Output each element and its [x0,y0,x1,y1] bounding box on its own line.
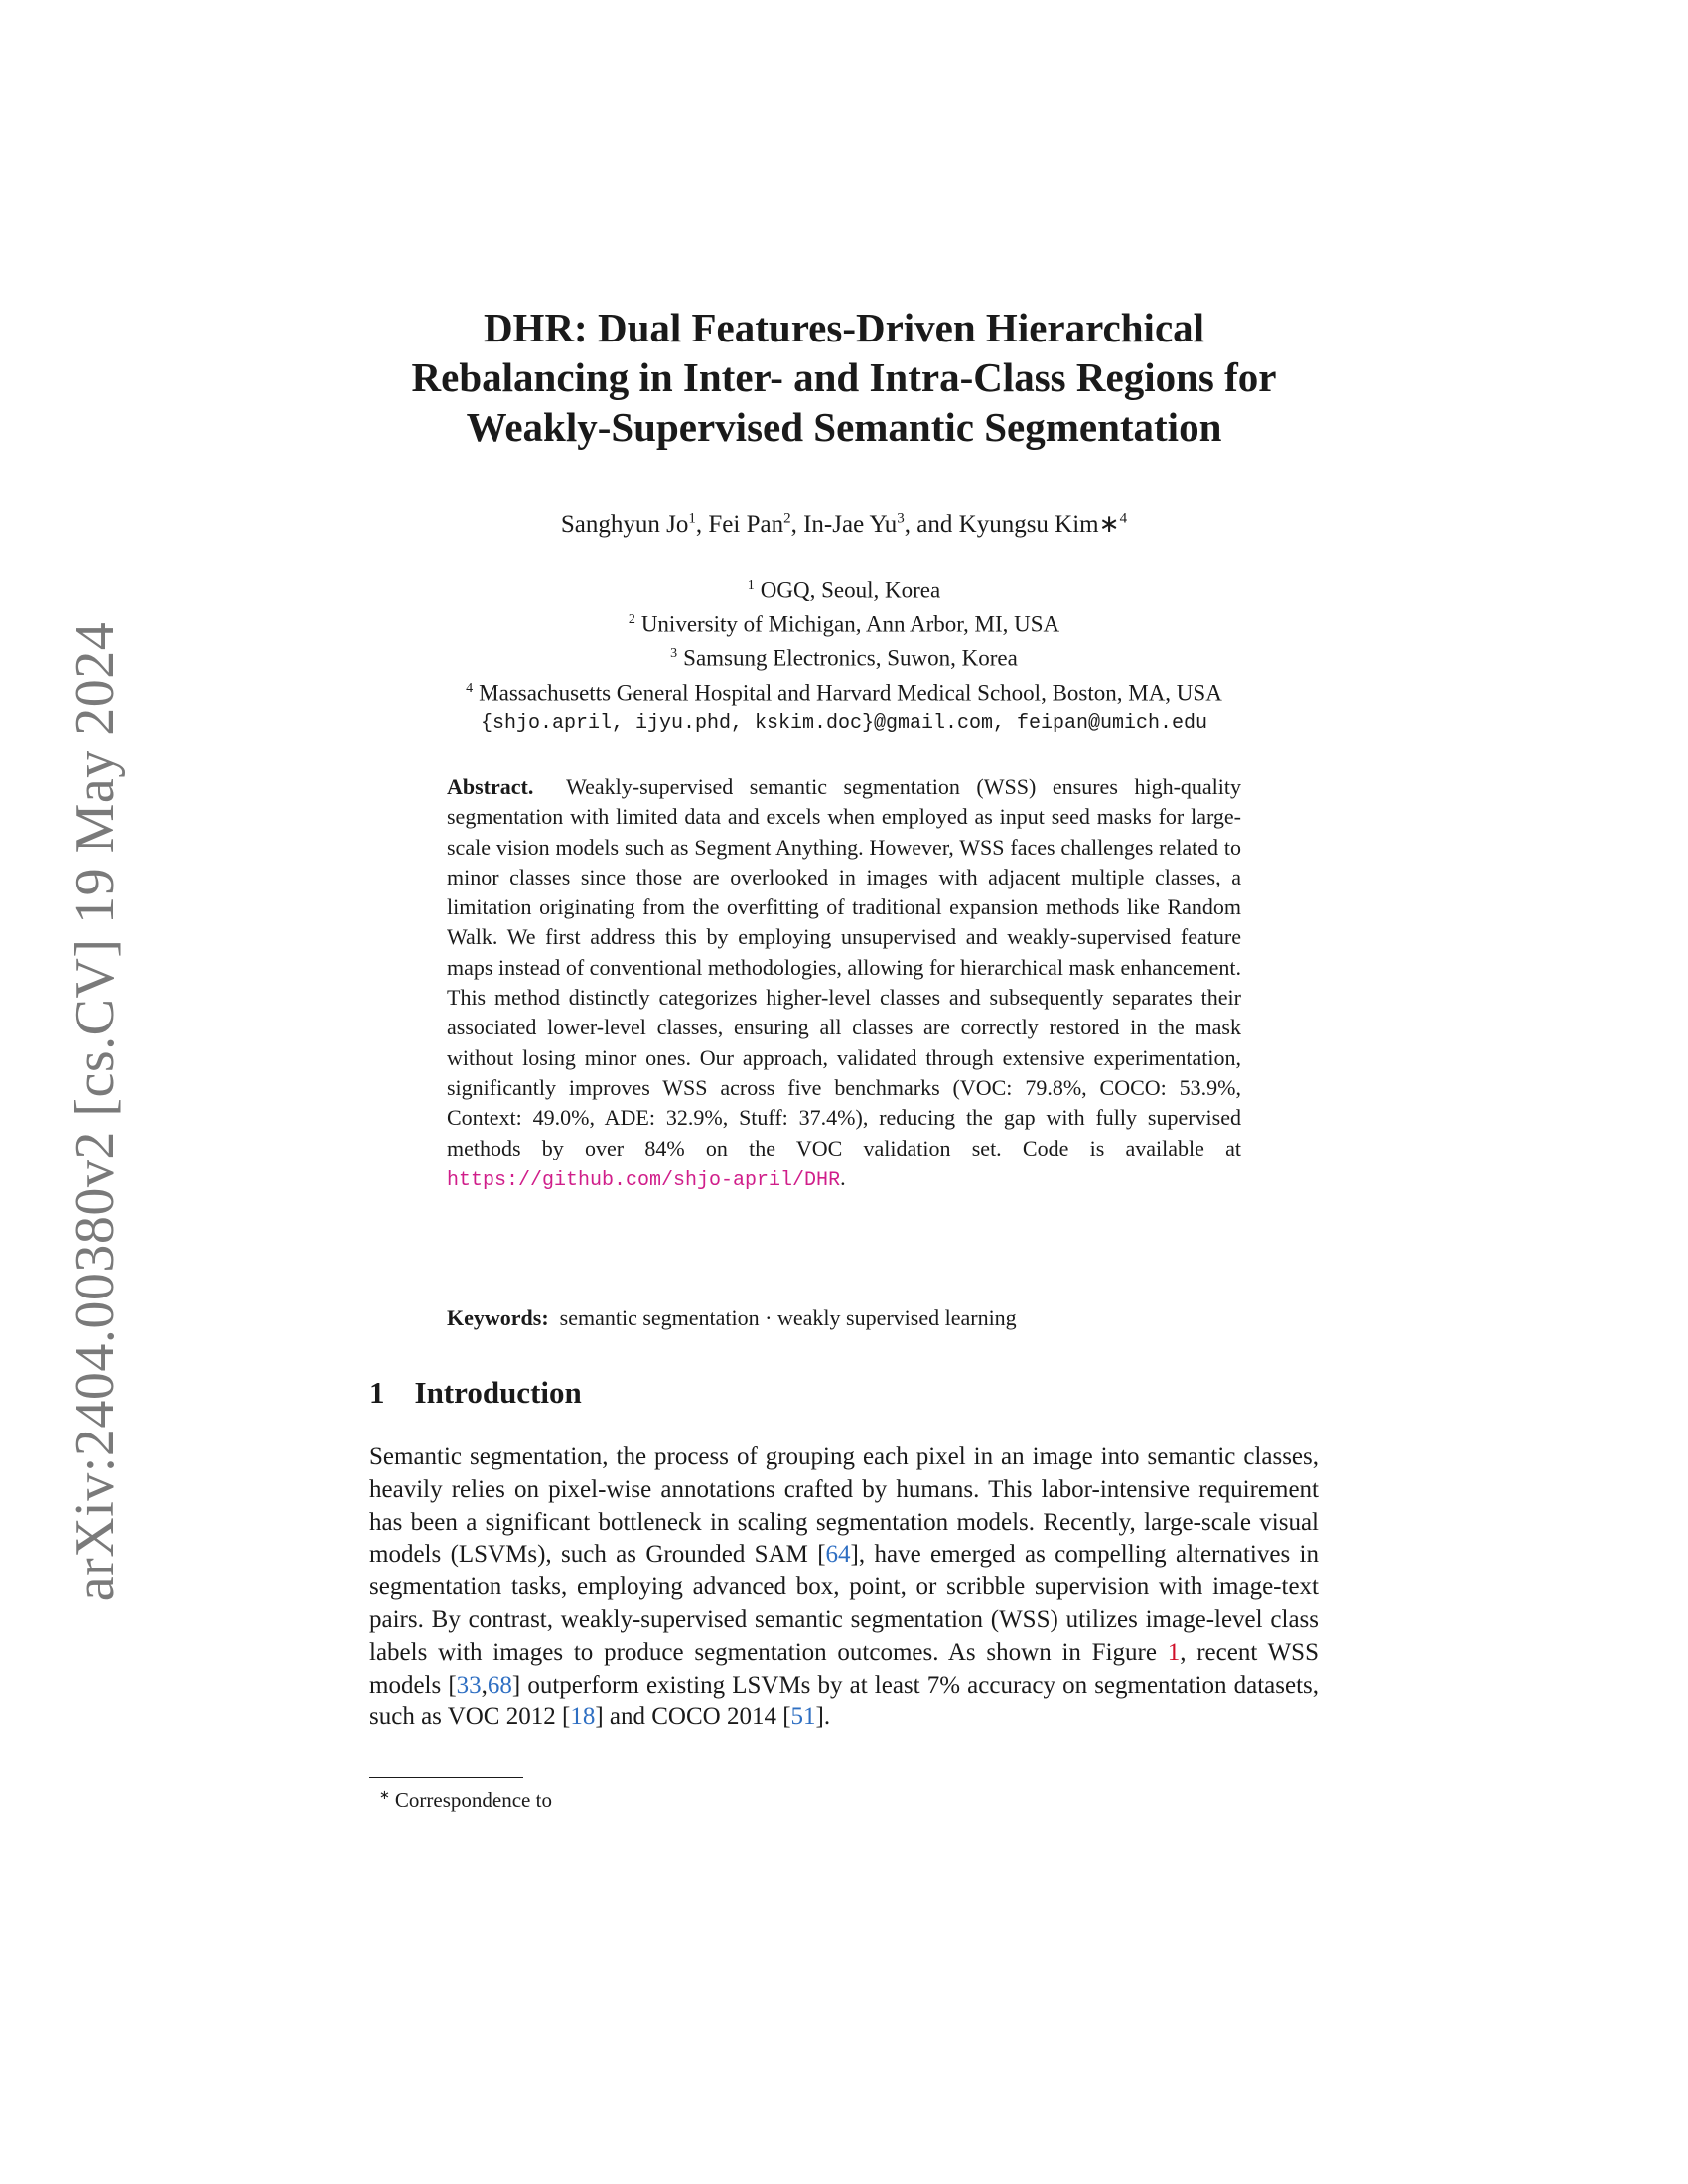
title-line-1: DHR: Dual Features-Driven Hierarchical [483,305,1205,350]
affiliation [369,606,1319,640]
abstract-end: . [840,1164,846,1190]
affiliation-mark: 4 [466,680,474,696]
section-number: 1 [369,1375,385,1410]
affiliation-text: University of Michigan, Ann Arbor, MI, USA [640,612,1060,637]
arxiv-identifier: arXiv:2404.00380v2 [cs.CV] 19 May 2024 [65,621,126,1602]
citation-link[interactable]: 51 [790,1704,816,1731]
author-list: Sanghyun Jo$^1$, Fei Pan$^2$, In-Jae Yu$^3$, and Kyungsu Kim∗$^4$ [560,510,1128,538]
abstract-label: Abstract. [447,774,534,799]
author-name: Fei Pan [708,511,784,538]
author-name: Sanghyun Jo [560,511,689,538]
intro-text: , recent WSS models [ [369,1638,1319,1699]
affiliation [369,674,1319,709]
keywords-text: semantic segmentation · weakly supervised learning [559,1305,1017,1330]
affiliation [369,571,1319,606]
citation-link[interactable]: 18 [570,1704,596,1731]
abstract [447,772,1241,1196]
citation-link[interactable]: 33 [456,1671,482,1699]
affiliation-list [369,571,1319,739]
intro-text: ] outperform existing LSVMs by at least 7% accuracy on segmentation datasets, such as VOC 2012 [ [369,1671,1319,1731]
intro-text: ], have emerged as compelling alternatives in segmentation tasks, employing advanced box, point, or scribble supervision with image-text pairs. By contrast, weakly-supervised semantic segmentation (WSS) utilizes image-level class labels with images to produce segmentation outcomes. As shown in Figure [369,1541,1319,1666]
footnote-mark: ∗ [379,1787,390,1802]
footnote-rule [369,1777,523,1778]
citation-link[interactable]: 68 [487,1671,512,1699]
keywords [447,1305,1241,1331]
affiliation-text: Massachusetts General Hospital and Harvard Medical School, Boston, MA, USA [479,680,1222,706]
intro-paragraph [369,1441,1319,1734]
affiliation-text: OGQ, Seoul, Korea [760,577,941,603]
affiliation-mark: 3 [670,646,678,662]
code-link[interactable]: https://github.com/shjo-april/DHR [447,1168,841,1192]
author-affiliation-mark: 3 [897,510,905,527]
affiliation-mark: 1 [747,578,755,593]
keywords-label: Keywords: [447,1305,549,1330]
author-name: In-Jae Yu [803,511,898,538]
author-name: Kyungsu Kim∗ [958,511,1120,538]
citation-separator: , [481,1671,488,1699]
figure-link[interactable]: 1 [1167,1638,1181,1666]
affiliation-mark: 2 [628,612,635,627]
title-line-2: Rebalancing in Inter- and Intra-Class Regions for [411,354,1277,400]
paper-title [369,303,1319,452]
intro-text: Semantic segmentation, the process of grouping each pixel in an image into semantic classes, heavily relies on pixel-wise annotations crafted by humans. This labor-intensive requirement has been a significant bottleneck in scaling segmentation models. Recently, large-scale visual models (LSVMs), such as Grounded SAM [ [369,1443,1319,1569]
title-line-3: Weakly-Supervised Semantic Segmentation [466,404,1222,450]
footnote [379,1787,552,1813]
abstract-text: Weakly-supervised semantic segmentation (WSS) ensures high-quality segmentation with limited data and excels when employed as input seed masks for large-scale vision models such as Segment Anything. However, WSS faces challenges related to minor classes since those are overlooked in images with adjacent multiple classes, a limitation originating from the overfitting of traditional expansion methods like Random Walk. We first address this by employing unsupervised and weakly-supervised feature maps instead of conventional methodologies, allowing for hierarchical mask enhancement. This method distinctly categorizes higher-level classes and subsequently separates their associated lower-level classes, ensuring all classes are correctly restored in the mask without losing minor ones. Our approach, validated through extensive experimentation, significantly improves WSS across five benchmarks (VOC: 79.8%, COCO: 53.9%, Context: 49.0%, ADE: 32.9%, Stuff: 37.4%), reducing the gap with fully supervised methods by over 84% on the VOC validation set. Code is available at [447,774,1241,1160]
affiliation [369,639,1319,674]
author-affiliation-mark: 4 [1119,510,1128,527]
author-emails: {shjo.april, ijyu.phd, kskim.doc}@gmail.com, feipan@umich.edu [480,711,1208,735]
author-affiliation-mark: 2 [783,510,791,527]
affiliation-text: Samsung Electronics, Suwon, Korea [683,645,1018,671]
section-title: Introduction [414,1375,582,1410]
intro-text: ]. [815,1704,831,1731]
author-affiliation-mark: 1 [688,510,696,527]
section-heading [369,1375,582,1411]
intro-text: ] and COCO 2014 [ [595,1704,791,1731]
footnote-text: Correspondence to [394,1788,552,1812]
citation-link[interactable]: 64 [825,1541,851,1569]
